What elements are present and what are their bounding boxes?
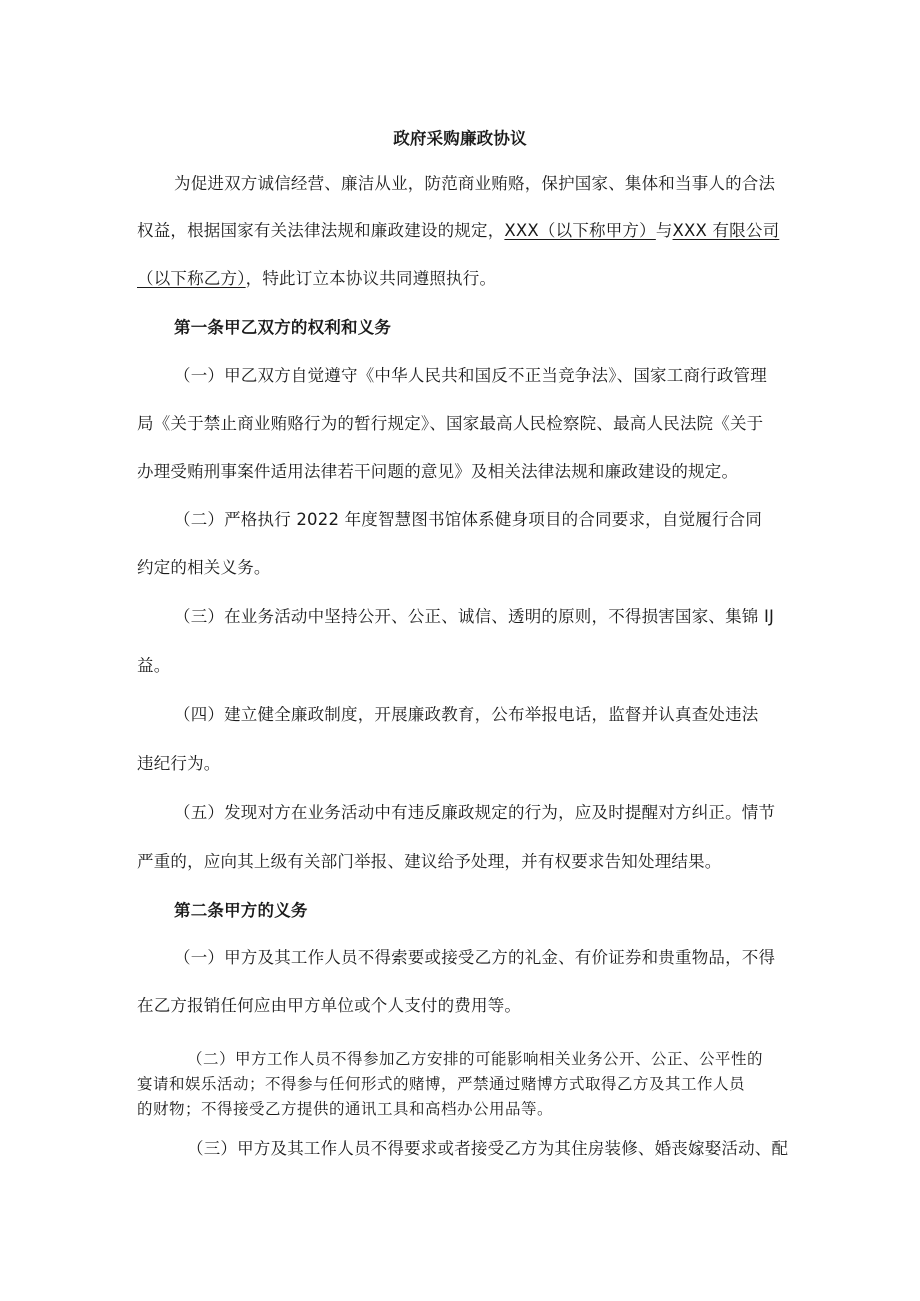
- article-1-item-3-line-1: （三）在业务活动中坚持公开、公正、诚信、透明的原则，不得损害国家、集锦 IJ: [174, 607, 775, 626]
- intro-line-3: （以下称乙方），特此订立本协议共同遵照执行。: [137, 269, 497, 288]
- article-1-heading: 第一条甲乙双方的权利和义务: [174, 318, 392, 337]
- article-1-item-2-line-2: 约定的相关义务。: [137, 558, 271, 577]
- article-2-item-2-line-3: 的财物；不得接受乙方提供的通讯工具和高档办公用品等。: [137, 1100, 554, 1118]
- article-1-item-1-line-2: 局《关于禁止商业贿赂行为的暂行规定》、国家最高人民检察院、最高人民法院《关于: [137, 414, 764, 433]
- intro-line-1: 为促进双方诚信经营、廉洁从业，防范商业贿赂，保护国家、集体和当事人的合法: [174, 174, 776, 193]
- article-1-item-4-line-1: （四）建立健全廉政制度，开展廉政教育，公布举报电话，监督并认真查处违法: [174, 705, 759, 724]
- article-2-item-3-line-1: （三）甲方及其工作人员不得要求或者接受乙方为其住房装修、婚丧嫁娶活动、配: [187, 1139, 789, 1158]
- document-title: 政府采购廉政协议: [393, 129, 527, 148]
- party-a-name: XXX（以下称甲方）: [504, 221, 656, 240]
- article-1-item-4-line-2: 违纪行为。: [137, 754, 221, 773]
- article-1-item-5-line-2: 严重的，应向其上级有关部门举报、建议给予处理，并有权要求告知处理结果。: [137, 852, 722, 871]
- party-b-alias: （以下称乙方）: [137, 269, 246, 288]
- article-1-item-1-line-1: （一）甲乙双方自觉遵守《中华人民共和国反不正当竞争法》、国家工商行政管理: [174, 366, 767, 385]
- article-1-item-3-line-2: 益。: [137, 656, 171, 675]
- article-1-item-2-line-1: （二）严格执行 2022 年度智慧图书馆体系健身项目的合同要求，自觉履行合同: [174, 510, 763, 529]
- article-2-item-2-line-1: （二）甲方工作人员不得参加乙方安排的可能影响相关业务公开、公正、公平性的: [187, 1050, 764, 1068]
- article-1-item-5-line-1: （五）发现对方在业务活动中有违反廉政规定的行为，应及时提醒对方纠正。情节: [174, 803, 776, 822]
- article-2-item-1-line-2: 在乙方报销任何应由甲方单位或个人支付的费用等。: [137, 996, 522, 1015]
- intro-line-2: 权益，根据国家有关法律法规和廉政建设的规定，XXX（以下称甲方）与XXX 有限公司: [137, 221, 780, 240]
- party-b-name: XXX 有限公司: [672, 221, 780, 240]
- article-1-item-1-line-3: 办理受贿刑事案件适用法律若干问题的意见》及相关法律法规和廉政建设的规定。: [137, 462, 739, 481]
- article-2-item-1-line-1: （一）甲方及其工作人员不得索要或接受乙方的礼金、有价证券和贵重物品，不得: [174, 948, 776, 967]
- article-2-item-2-line-2: 宴请和娱乐活动；不得参与任何形式的赌博，严禁通过赌博方式取得乙方及其工作人员: [137, 1075, 746, 1093]
- article-2-heading: 第二条甲方的义务: [174, 901, 308, 920]
